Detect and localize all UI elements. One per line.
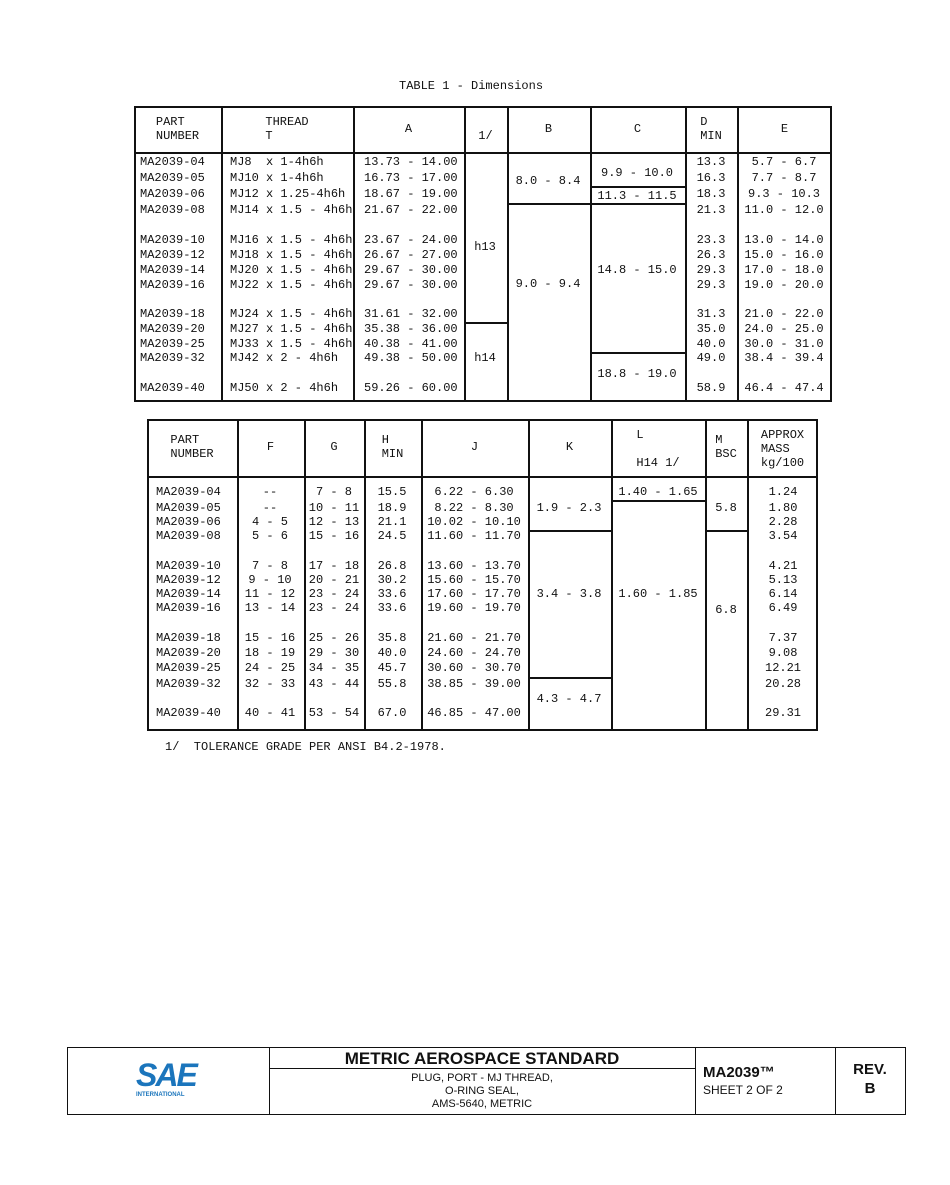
table2-header: PART NUMBER xyxy=(170,433,214,461)
table2-cell: 10.02 - 10.10 xyxy=(427,515,521,529)
table2-cell: 17 - 18 xyxy=(308,559,360,573)
table2-cell: MA2039-08 xyxy=(156,529,221,543)
table1-cell: 17.0 - 18.0 xyxy=(744,263,824,277)
table2-cell: MA2039-20 xyxy=(156,646,221,660)
table2-cell: 35.8 xyxy=(377,631,407,645)
table2-cell: 20.28 xyxy=(764,677,802,691)
table2-cell: 45.7 xyxy=(377,661,407,675)
table2-header: M BSC xyxy=(715,433,737,461)
table1-cell: 18.67 - 19.00 xyxy=(364,187,458,201)
table2-cell: -- xyxy=(262,485,278,499)
table2-header: F xyxy=(266,440,275,454)
k-range: 3.4 - 3.8 xyxy=(536,587,602,601)
table1-cell: 23.67 - 24.00 xyxy=(364,233,458,247)
cell-border xyxy=(705,530,747,532)
table2-cell: 13.60 - 13.70 xyxy=(427,559,521,573)
table2-cell: 46.85 - 47.00 xyxy=(427,706,521,720)
table2-cell: 33.6 xyxy=(377,601,407,615)
table1-cell: 40.38 - 41.00 xyxy=(364,337,458,351)
table1-cell: 13.3 xyxy=(696,155,726,169)
table2-cell: 17.60 - 17.70 xyxy=(427,587,521,601)
table2-header: L H14 1/ xyxy=(636,428,680,470)
c-range: 11.3 - 11.5 xyxy=(597,189,677,203)
cell-border xyxy=(507,203,590,205)
document-number: MA2039™ xyxy=(703,1064,775,1081)
table2-cell: 7 - 8 xyxy=(315,485,353,499)
table2-cell: 24.60 - 24.70 xyxy=(427,646,521,660)
table2-cell: 20 - 21 xyxy=(308,573,360,587)
table2-cell: 2.28 xyxy=(768,515,798,529)
cell-border xyxy=(747,419,749,730)
table1-cell: 11.0 - 12.0 xyxy=(744,203,824,217)
cell-border xyxy=(364,419,366,730)
table1-cell: 29.67 - 30.00 xyxy=(364,263,458,277)
logo-text: SAE xyxy=(136,1057,196,1093)
table1-cell: 49.38 - 50.00 xyxy=(364,351,458,365)
tolerance-h13: h13 xyxy=(474,240,496,254)
table1-cell: MJ10 x 1-4h6h xyxy=(230,171,324,185)
table1-header: PART NUMBER xyxy=(155,115,200,143)
cell-border xyxy=(464,106,466,401)
standard-description: PLUG, PORT - MJ THREAD, O-RING SEAL, AMS-5640, METRIC xyxy=(411,1072,553,1110)
l-range: 1.60 - 1.85 xyxy=(618,587,698,601)
table1-cell: MJ12 x 1.25-4h6h xyxy=(230,187,346,201)
table2-cell: 5 - 6 xyxy=(251,529,289,543)
cell-border xyxy=(528,530,611,532)
table2-cell: MA2039-16 xyxy=(156,601,221,615)
table2-cell: 15 - 16 xyxy=(308,529,360,543)
cell-border xyxy=(353,106,355,401)
table1-cell: 15.0 - 16.0 xyxy=(744,248,824,262)
table1-header: THREAD T xyxy=(265,115,309,143)
sae-logo xyxy=(136,1059,202,1101)
table2-cell: 15.5 xyxy=(377,485,407,499)
table2-cell: MA2039-40 xyxy=(156,706,221,720)
table1-cell: 26.3 xyxy=(696,248,726,262)
cell-border xyxy=(611,500,705,502)
table2-cell: 9.08 xyxy=(768,646,798,660)
table2-cell: 3.54 xyxy=(768,529,798,543)
table2-cell: 29 - 30 xyxy=(308,646,360,660)
table1-cell: MA2039-14 xyxy=(140,263,205,277)
table1-cell: MA2039-40 xyxy=(140,381,205,395)
table2-cell: 38.85 - 39.00 xyxy=(427,677,521,691)
table2-cell: 19.60 - 19.70 xyxy=(427,601,521,615)
table1-cell: 7.7 - 8.7 xyxy=(751,171,817,185)
table1-cell: 58.9 xyxy=(696,381,726,395)
table2-cell: MA2039-12 xyxy=(156,573,221,587)
table1-cell: MJ24 x 1.5 - 4h6h xyxy=(230,307,353,321)
table2-cell: 25 - 26 xyxy=(308,631,360,645)
l-range: 1.40 - 1.65 xyxy=(618,485,698,499)
table1-cell: 21.67 - 22.00 xyxy=(364,203,458,217)
table2-cell: 5.13 xyxy=(768,573,798,587)
table2-cell: 6.14 xyxy=(768,587,798,601)
table1-cell: 18.3 xyxy=(696,187,726,201)
m-value: 5.8 xyxy=(715,501,737,515)
table1-cell: 29.3 xyxy=(696,278,726,292)
cell-border xyxy=(237,419,239,730)
table2-cell: 15.60 - 15.70 xyxy=(427,573,521,587)
table2-cell: 6.49 xyxy=(768,601,798,615)
table1-cell: MJ20 x 1.5 - 4h6h xyxy=(230,263,353,277)
table2-cell: 55.8 xyxy=(377,677,407,691)
table2-cell: 15 - 16 xyxy=(244,631,296,645)
table2-header: J xyxy=(470,440,479,454)
table1-header: C xyxy=(633,122,642,136)
table1-cell: MA2039-08 xyxy=(140,203,205,217)
table1-cell: 31.3 xyxy=(696,307,726,321)
cell-border xyxy=(737,106,739,401)
table1-cell: MA2039-20 xyxy=(140,322,205,336)
cell-border xyxy=(507,106,509,401)
table2-cell: MA2039-10 xyxy=(156,559,221,573)
table2-cell: 7.37 xyxy=(768,631,798,645)
table2-cell: MA2039-14 xyxy=(156,587,221,601)
table1-cell: MJ14 x 1.5 - 4h6h xyxy=(230,203,353,217)
standard-heading: METRIC AEROSPACE STANDARD xyxy=(344,1049,620,1068)
table2-cell: 32 - 33 xyxy=(244,677,296,691)
table1-header: E xyxy=(780,122,789,136)
table1-cell: 35.0 xyxy=(696,322,726,336)
cell-border xyxy=(304,419,306,730)
table1-cell: 9.3 - 10.3 xyxy=(747,187,821,201)
table1-cell: MA2039-05 xyxy=(140,171,205,185)
table1-cell: 24.0 - 25.0 xyxy=(744,322,824,336)
table2-cell: 18 - 19 xyxy=(244,646,296,660)
table2-cell: 9 - 10 xyxy=(248,573,292,587)
table2-cell: MA2039-04 xyxy=(156,485,221,499)
table1-cell: 30.0 - 31.0 xyxy=(744,337,824,351)
table2-header: H MIN xyxy=(381,433,404,461)
table1-cell: MJ42 x 2 - 4h6h xyxy=(230,351,339,365)
cell-border xyxy=(705,419,707,730)
revision-value: B xyxy=(864,1080,876,1097)
table2-cell: 18.9 xyxy=(377,501,407,515)
table2-cell: 67.0 xyxy=(377,706,407,720)
table2-cell: 8.22 - 8.30 xyxy=(434,501,514,515)
table1-cell: 31.61 - 32.00 xyxy=(364,307,458,321)
logo-subtext: INTERNATIONAL xyxy=(136,1092,185,1098)
c-range: 9.9 - 10.0 xyxy=(600,166,674,180)
table2-cell: 7 - 8 xyxy=(251,559,289,573)
table1-header: B xyxy=(544,122,553,136)
table1-cell: MA2039-25 xyxy=(140,337,205,351)
table2-cell: 11 - 12 xyxy=(244,587,296,601)
b-range: 8.0 - 8.4 xyxy=(515,174,581,188)
table2-cell: 4 - 5 xyxy=(251,515,289,529)
m-value: 6.8 xyxy=(715,603,737,617)
table1-cell: 21.3 xyxy=(696,203,726,217)
table1-cell: MA2039-10 xyxy=(140,233,205,247)
table2-cell: 12 - 13 xyxy=(308,515,360,529)
cell-border xyxy=(528,419,530,730)
table1-cell: MA2039-12 xyxy=(140,248,205,262)
table2-cell: 26.8 xyxy=(377,559,407,573)
table2-cell: 53 - 54 xyxy=(308,706,360,720)
table1-cell: MJ16 x 1.5 - 4h6h xyxy=(230,233,353,247)
table1-cell: MJ50 x 2 - 4h6h xyxy=(230,381,339,395)
table1-cell: 38.4 - 39.4 xyxy=(744,351,824,365)
table1-header: 1/ xyxy=(478,129,493,143)
table1-cell: 21.0 - 22.0 xyxy=(744,307,824,321)
table2-cell: 13 - 14 xyxy=(244,601,296,615)
table2-cell: 12.21 xyxy=(764,661,802,675)
c-range: 18.8 - 19.0 xyxy=(597,367,677,381)
cell-border xyxy=(134,152,832,154)
table1-header: D MIN xyxy=(700,115,722,143)
table1-cell: 46.4 - 47.4 xyxy=(744,381,824,395)
tolerance-h14: h14 xyxy=(474,351,496,365)
table1-cell: 5.7 - 6.7 xyxy=(751,155,817,169)
table2-cell: 24 - 25 xyxy=(244,661,296,675)
cell-border xyxy=(590,106,592,401)
table2-cell: 21.1 xyxy=(377,515,407,529)
table1-cell: 49.0 xyxy=(696,351,726,365)
table2-cell: 23 - 24 xyxy=(308,601,360,615)
sheet-number: SHEET 2 OF 2 xyxy=(703,1083,783,1097)
cell-border xyxy=(685,106,687,401)
table1-cell: MA2039-16 xyxy=(140,278,205,292)
table2-cell: 6.22 - 6.30 xyxy=(434,485,514,499)
cell-border xyxy=(590,203,685,205)
table2-cell: MA2039-05 xyxy=(156,501,221,515)
table2-cell: 10 - 11 xyxy=(308,501,360,515)
revision-label: REV. xyxy=(853,1061,887,1078)
c-range: 14.8 - 15.0 xyxy=(597,263,677,277)
table2-cell: 40 - 41 xyxy=(244,706,296,720)
table2-cell: 43 - 44 xyxy=(308,677,360,691)
table1-cell: 59.26 - 60.00 xyxy=(364,381,458,395)
cell-border xyxy=(590,352,685,354)
table2-cell: 23 - 24 xyxy=(308,587,360,601)
table1-cell: MJ27 x 1.5 - 4h6h xyxy=(230,322,353,336)
table2-cell: 30.60 - 30.70 xyxy=(427,661,521,675)
table1-cell: 13.73 - 14.00 xyxy=(364,155,458,169)
table1-cell: MA2039-04 xyxy=(140,155,205,169)
table1-cell: MJ22 x 1.5 - 4h6h xyxy=(230,278,353,292)
table1-cell: MJ8 x 1-4h6h xyxy=(230,155,324,169)
k-range: 4.3 - 4.7 xyxy=(536,692,602,706)
tolerance-footnote: 1/ TOLERANCE GRADE PER ANSI B4.2-1978. xyxy=(165,740,446,754)
table2-header: K xyxy=(565,440,574,454)
cell-border xyxy=(611,419,613,730)
table2-cell: -- xyxy=(262,501,278,515)
table1-cell: 23.3 xyxy=(696,233,726,247)
table2-cell: MA2039-18 xyxy=(156,631,221,645)
table1-cell: 19.0 - 20.0 xyxy=(744,278,824,292)
cell-border xyxy=(421,419,423,730)
table1-cell: 26.67 - 27.00 xyxy=(364,248,458,262)
table2-cell: 1.24 xyxy=(768,485,798,499)
table1-cell: 29.3 xyxy=(696,263,726,277)
b-range: 9.0 - 9.4 xyxy=(515,277,581,291)
cell-border xyxy=(590,186,685,188)
table1-cell: MJ18 x 1.5 - 4h6h xyxy=(230,248,353,262)
table1-header: A xyxy=(404,122,413,136)
table1-cell: 16.3 xyxy=(696,171,726,185)
table1-cell: MA2039-06 xyxy=(140,187,205,201)
table1-cell: MJ33 x 1.5 - 4h6h xyxy=(230,337,353,351)
table2-cell: 21.60 - 21.70 xyxy=(427,631,521,645)
table1-cell: 16.73 - 17.00 xyxy=(364,171,458,185)
table2-cell: 1.80 xyxy=(768,501,798,515)
table1-cell: MA2039-18 xyxy=(140,307,205,321)
table2-cell: 4.21 xyxy=(768,559,798,573)
k-range: 1.9 - 2.3 xyxy=(536,501,602,515)
table1-cell: 35.38 - 36.00 xyxy=(364,322,458,336)
table1-cell: 13.0 - 14.0 xyxy=(744,233,824,247)
table-1-title: TABLE 1 - Dimensions xyxy=(399,79,544,93)
table2-cell: 29.31 xyxy=(764,706,802,720)
cell-border xyxy=(464,322,507,324)
table2-cell: 40.0 xyxy=(377,646,407,660)
table2-cell: 33.6 xyxy=(377,587,407,601)
table2-cell: 11.60 - 11.70 xyxy=(427,529,521,543)
table1-cell: 40.0 xyxy=(696,337,726,351)
table2-cell: MA2039-32 xyxy=(156,677,221,691)
table2-header: APPROX MASS kg/100 xyxy=(760,428,805,470)
table2-cell: MA2039-06 xyxy=(156,515,221,529)
table2-cell: 24.5 xyxy=(377,529,407,543)
table2-cell: MA2039-25 xyxy=(156,661,221,675)
table1-cell: MA2039-32 xyxy=(140,351,205,365)
cell-border xyxy=(528,677,611,679)
table2-cell: 30.2 xyxy=(377,573,407,587)
cell-border xyxy=(147,476,818,478)
table2-header: G xyxy=(330,440,338,454)
table1-cell: 29.67 - 30.00 xyxy=(364,278,458,292)
table2-cell: 34 - 35 xyxy=(308,661,360,675)
cell-border xyxy=(221,106,223,401)
